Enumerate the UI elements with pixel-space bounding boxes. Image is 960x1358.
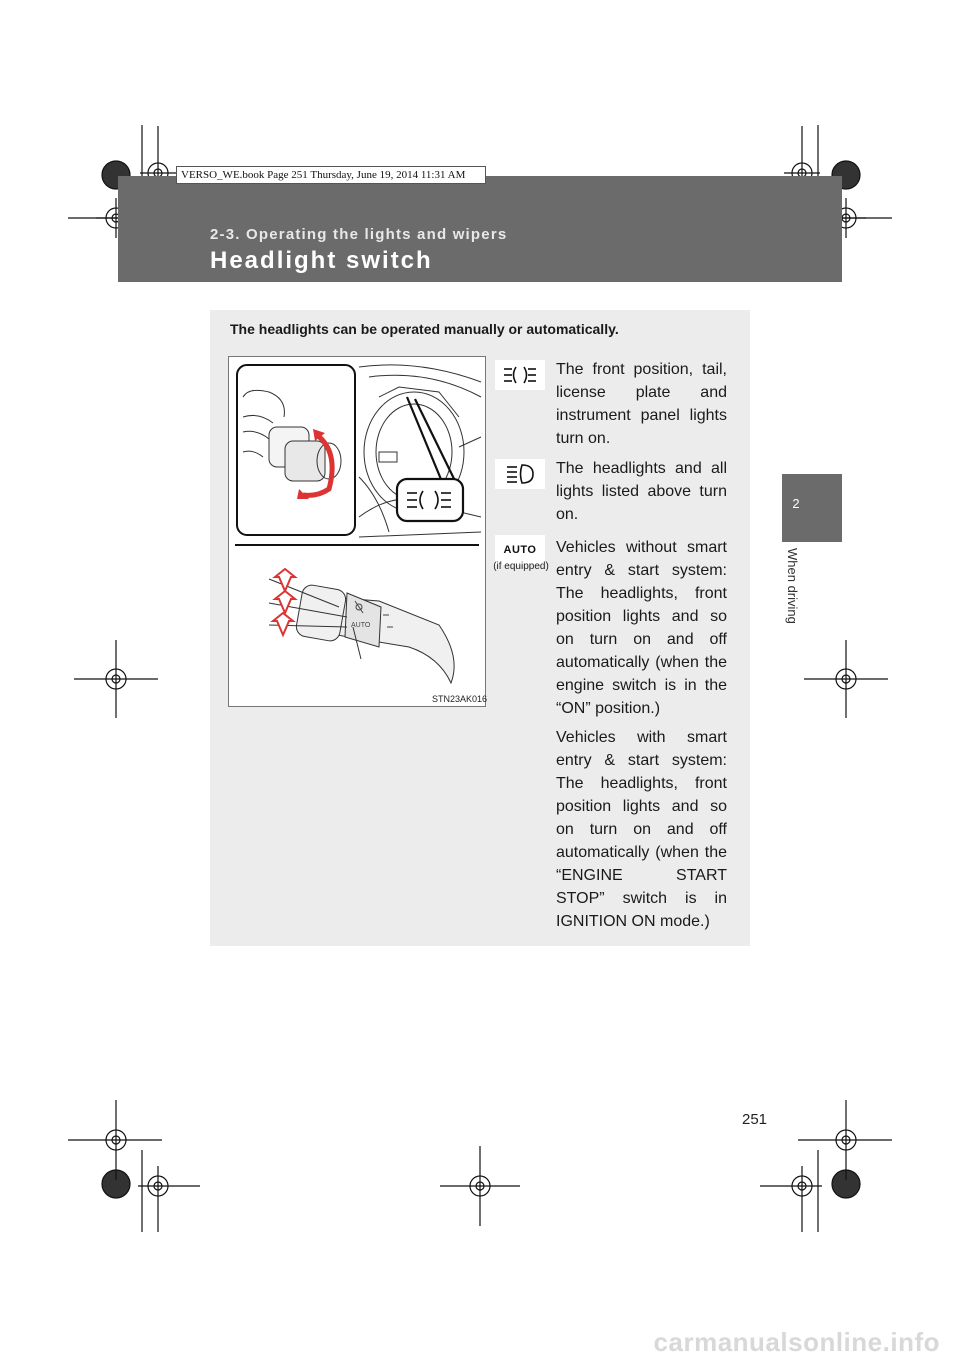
page-number: 251 bbox=[742, 1111, 768, 1128]
watermark-text: carmanualsonline.info bbox=[653, 1327, 940, 1357]
item-3-text: Vehicles without smart entry & start system: The headlights, front position lights and so on turn on and off automatically (when the engine switch is in the “ON” position.) bbox=[556, 539, 727, 717]
item-2-text: The headlights and all lights listed above turn on. bbox=[556, 460, 727, 523]
headlight-switch-illustration bbox=[229, 357, 488, 706]
auto-icon-text: AUTO bbox=[503, 544, 537, 556]
page-title: Headlight switch bbox=[210, 247, 433, 274]
auto-icon-note: (if equipped) bbox=[493, 561, 549, 572]
side-tab-number: 2 bbox=[792, 496, 800, 511]
headlight-switch-figure bbox=[228, 356, 486, 707]
side-tab-label: When driving bbox=[785, 548, 800, 624]
item-1-text: The front position, tail, license plate and instrument panel lights turn on. bbox=[556, 361, 727, 447]
section-label: 2-3. Operating the lights and wipers bbox=[210, 226, 508, 243]
figure-code: STN23AK016 bbox=[432, 694, 488, 704]
intro-text: The headlights can be operated manually or automatically. bbox=[230, 321, 619, 337]
book-info-bar: VERSO_WE.book Page 251 Thursday, June 19, 2014 11:31 AM bbox=[176, 166, 486, 184]
extra-paragraph: Vehicles with smart entry & start system: The headlights, front position lights and so on turn on and off automatically (when the “ENGINE START STOP” switch is in IGNITION ON mode.) bbox=[556, 729, 727, 930]
parking-lights-icon bbox=[495, 360, 545, 390]
watermark bbox=[0, 1325, 960, 1358]
headlight-icon bbox=[495, 459, 545, 489]
svg-text:AUTO: AUTO bbox=[351, 622, 371, 629]
